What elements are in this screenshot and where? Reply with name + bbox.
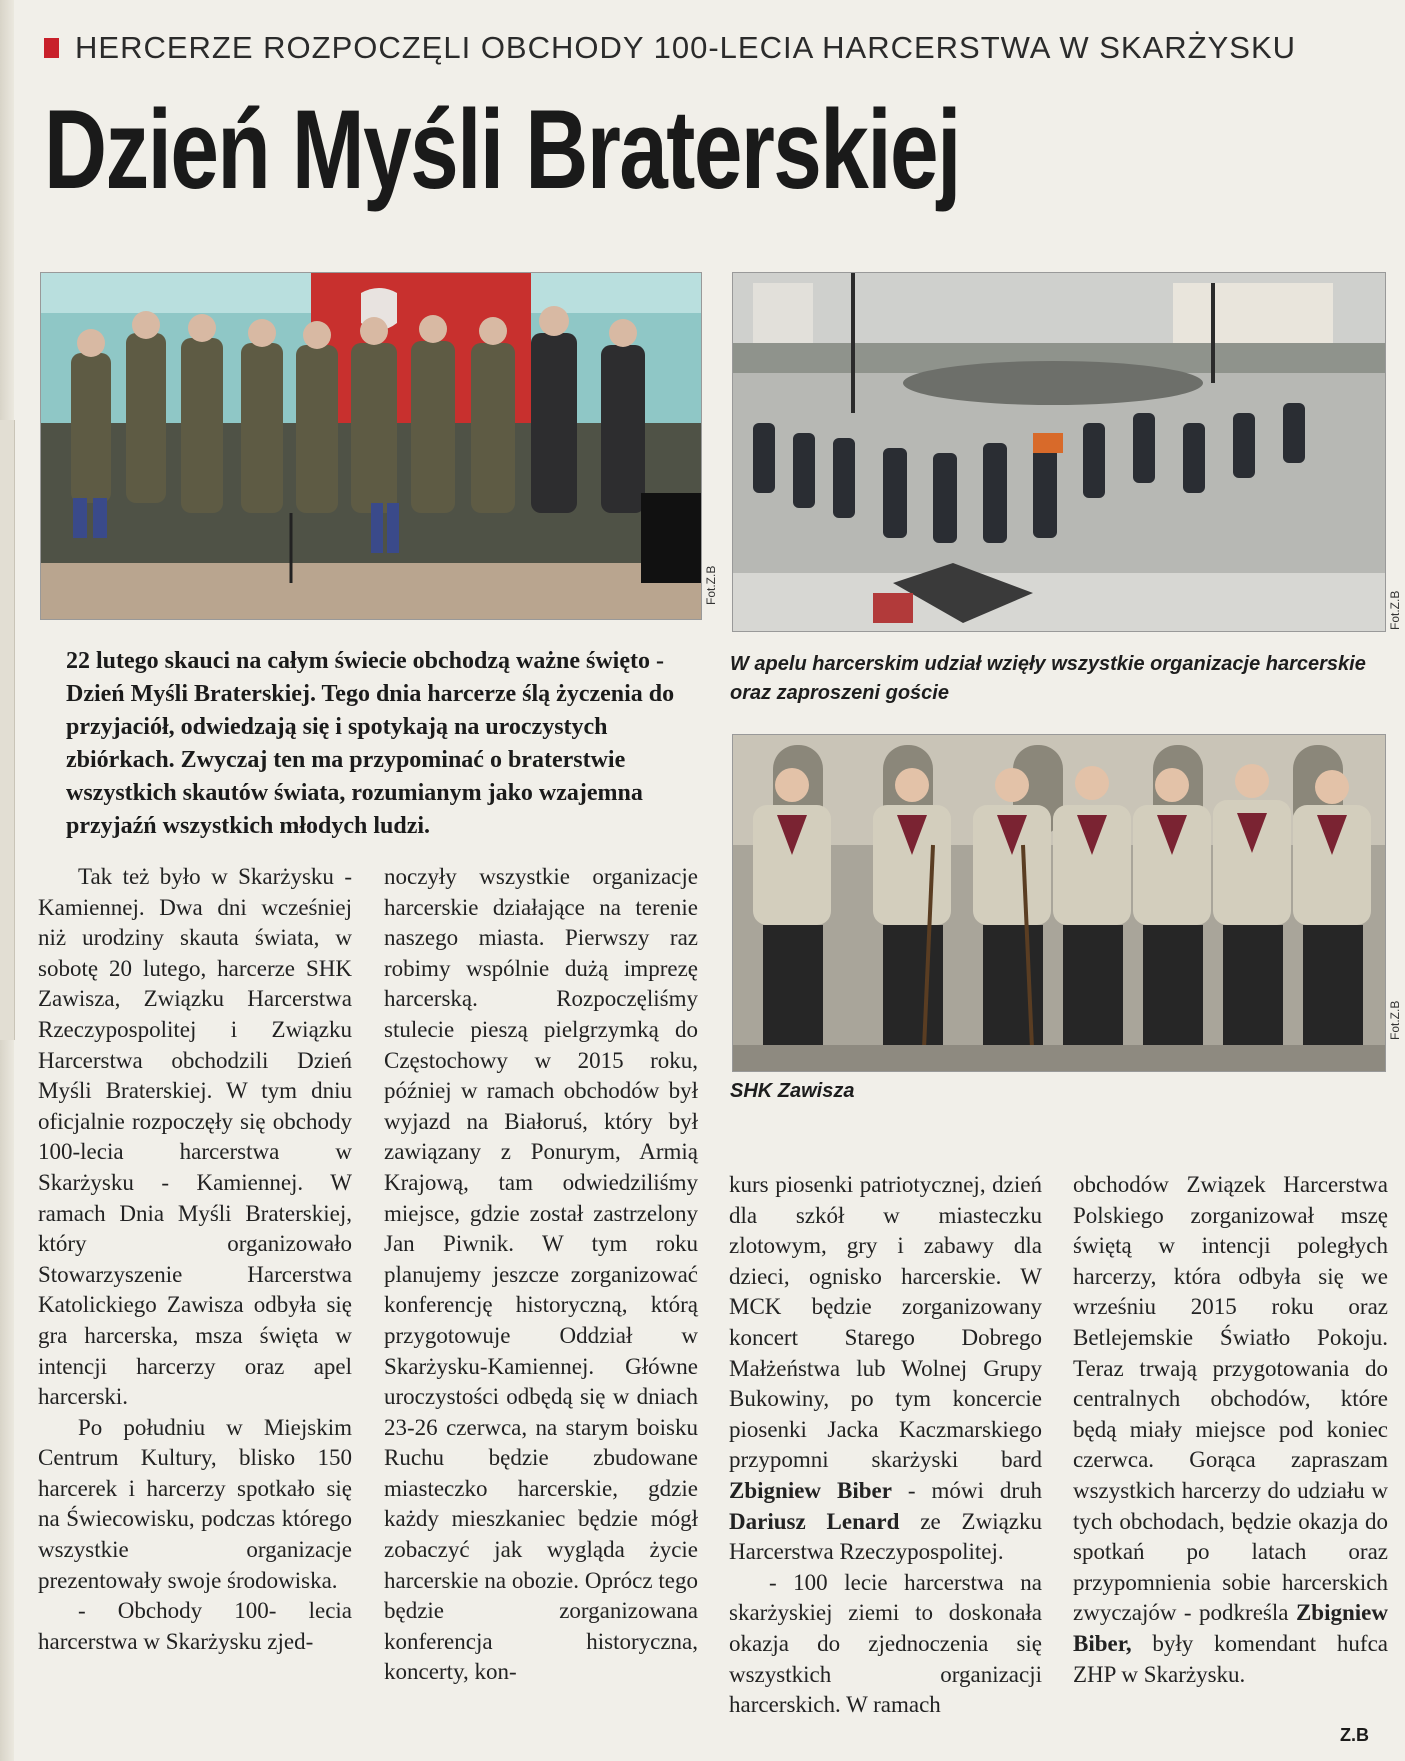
col3-paragraph-1: [729, 1170, 1042, 1568]
photo3-caption: SHK Zawisza: [730, 1080, 855, 1102]
col1-paragraph-1: Tak też było w Skarżysku - Kamiennej. Dwa dni wcześniej niż urodziny skauta świata, w sobotę 20 lutego, harcerze SHK Zawisza, Związku Harcerstwa Rzeczypospolitej i Związku Harcerstwa obchodzili Dzień Myśli Braterskiej. W tym dniu oficjalnie rozpoczęły się obchody 100-lecia harcerstwa w Skarżysku - Kamiennej. W ramach Dnia Myśli Braterskiej, który organizowało Stowarzyszenie Harcerstwa Katolickiego Zawisza odbyła się gra harcerska, msza święta w intencji harcerzy oraz apel harcerski.: [38, 864, 352, 1410]
kicker-bullet-icon: [44, 38, 59, 58]
col3-text-a: kurs piosenki patriotycznej, dzień dla szkół w miasteczku zlotowym, gry i zabawy dla dzieci, ognisko harcerskie. W MCK będzie zorganizowany koncert Starego Dobrego Małżeństwa lub Wolnej Grupy Bukowiny, po tym koncercie piosenki Jacka Kaczmarskiego przypomni skarżyski bard: [729, 1172, 1042, 1473]
col4-paragraph: [1073, 1170, 1388, 1690]
col4-name-biber: Zbigniew Biber,: [1073, 1600, 1388, 1656]
col4-text-a: obchodów Związek Harcerstwa Polskiego zorganizował mszę świętą w intencji poległych harcerzy, która odbyła się we wrześniu 2015 roku oraz Betlejemskie Światło Pokoju. Teraz trwają przygotowania do centralnych obchodów, które będą miały miejsce pod koniec czerwca. Gorąca zapraszam wszystkich harcerzy do udziału w tych obchodach, będzie okazja do spotkań po latach oraz przypomnienia sobie harcerskich zwyczajów - podkreśla: [1073, 1172, 1388, 1626]
photo1-credit: Fot.Z.B: [704, 565, 718, 605]
photo-shk-zawisza: [732, 734, 1386, 1072]
body-column-1: [38, 862, 352, 1657]
col2-paragraph: noczyły wszystkie organizacje harcerskie działające na terenie naszego miasta. Pierwszy raz robimy wspólnie dużą imprezę harcerską. Rozpoczęliśmy stulecie pieszą pielgrzymką do Częstochowy w 2015 roku, później w ramach obchodów był wyjazd na Białoruś, który był zawiązany z Ponurym, Armią Krajową, tam odwiedziliśmy miejsce, gdzie został zastrzelony Jan Piwnik. W tym roku planujemy jeszcze zorganizować konferencję historyczną, którą przygotowuje Oddział w Skarżysku-Kamiennej. Główne uroczystości odbędą się w dniach 23-26 czerwca, na starym boisku Ruchu będzie zbudowane miasteczko harcerskie, gdzie każdy mieszkaniec będzie mógł zobaczyć jak wygląda życie harcerskie na obozie. Oprócz tego będzie zorganizowana konferencja historyczna, koncerty, kon-: [384, 864, 698, 1685]
kicker: [44, 28, 1296, 68]
kicker-text: HERCERZE ROZPOCZĘLI OBCHODY 100-LECIA HARCERSTWA W SKARŻYSKU: [75, 30, 1297, 65]
col3-paragraph-2: - 100 lecie harcerstwa na skarżyskiej ziemi to doskonała okazja do zjednoczenia się wszystkich organizacji harcerskich. W ramach: [729, 1569, 1042, 1718]
photo-apel-square: [732, 272, 1386, 632]
col1-paragraph-3: - Obchody 100- lecia harcerstwa w Skarżysku zjed-: [38, 1598, 352, 1654]
lead-paragraph: 22 lutego skauci na całym świecie obchodzą ważne święto - Dzień Myśli Braterskiej. Tego dnia harcerze ślą życzenia do przyjaciół, odwiedzają się i spotykają na uroczystych zbiórkach. Zwyczaj ten ma przypominać o braterstwie wszystkich skautów świata, rozumianym jako wzajemna przyjaźń wszystkich młodych ludzi.: [66, 648, 675, 839]
body-column-2: [384, 862, 698, 1688]
col3-text-c: ze Związku Harcerstwa Rzeczypospolitej.: [729, 1508, 1043, 1565]
headline: Dzień Myśli Braterskiej: [44, 87, 960, 212]
col3-text-b: - mówi druh: [907, 1477, 1042, 1503]
col3-name-lenard: Dariusz Lenard: [729, 1508, 900, 1534]
col1-paragraph-2: Po południu w Miejskim Centrum Kultury, blisko 150 harcerek i harcerzy spotkało się na Świecowisku, podczas którego wszystkie organizacje prezentowały swoje środowiska.: [38, 1414, 352, 1593]
body-column-3: [729, 1170, 1042, 1721]
col4-text-b: były komendant hufca ZHP w Skarżysku.: [1073, 1630, 1388, 1687]
photo2-credit: Fot.Z.B: [1388, 590, 1402, 630]
adjacent-page-strip: [0, 420, 15, 1040]
author-signature: Z.B: [1340, 1725, 1369, 1745]
photo2-caption: W apelu harcerskim udział wzięły wszystkie organizacje harcerskie oraz zaproszeni goście: [730, 653, 1366, 704]
body-column-4: [1073, 1170, 1388, 1690]
photo3-credit: Fot.Z.B: [1388, 1000, 1402, 1040]
col3-name-biber: Zbigniew Biber: [729, 1477, 892, 1503]
photo-stage-scouts: [40, 272, 702, 620]
